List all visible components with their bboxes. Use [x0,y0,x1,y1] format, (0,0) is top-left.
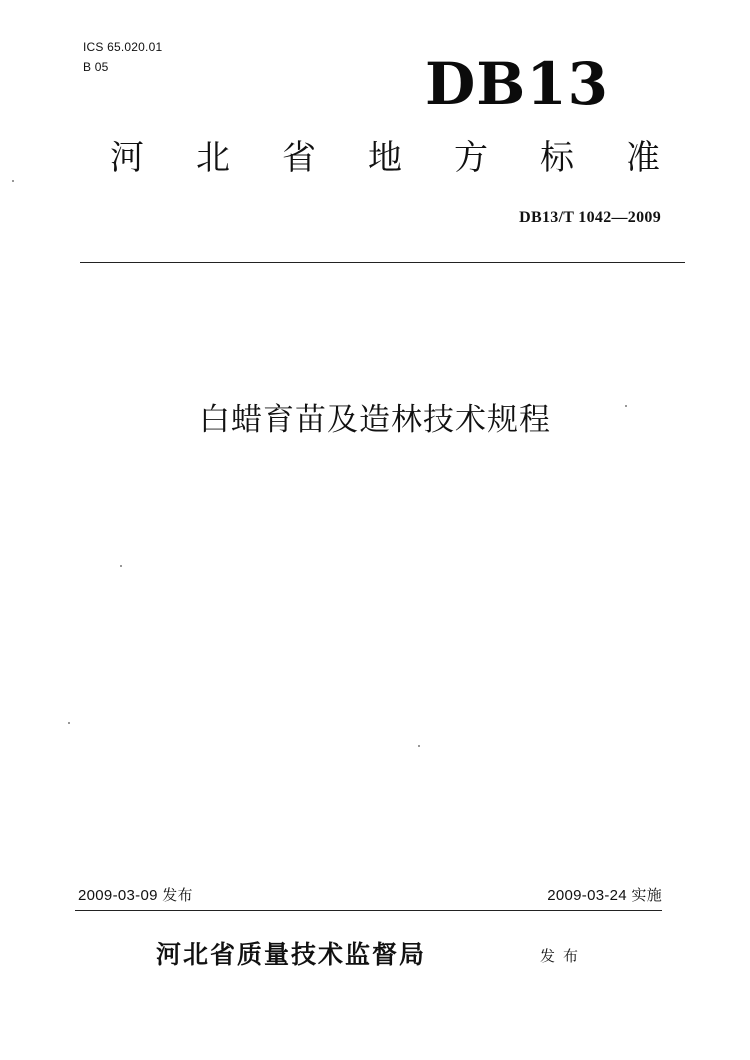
publisher-name: 河北省质量技术监督局 [156,940,427,969]
standard-type-char: 省 [282,138,316,178]
scan-speck [68,722,70,724]
classification-code: B 05 [83,60,109,74]
publish-label: 发布 [540,947,587,965]
implementation-date: 2009-03-24 实施 [547,887,662,904]
scan-speck [120,565,122,567]
ics-code: ICS 65.020.01 [83,40,163,54]
scan-speck [418,745,420,747]
standard-number: DB13/T 1042—2009 [519,209,661,226]
scan-speck [625,405,627,407]
scan-speck [12,180,14,182]
issue-date: 2009-03-09 发布 [78,887,193,904]
standard-type-char: 地 [368,138,402,178]
standard-type-char: 河 [110,138,144,178]
footer-divider [75,910,662,911]
standard-logo: DB13 [425,50,610,118]
standard-type-char: 方 [454,138,488,178]
standard-type-title [110,138,660,178]
standard-type-char: 北 [196,138,230,178]
header-divider [80,262,685,263]
standard-type-char: 标 [540,138,574,178]
standard-type-char: 准 [626,138,660,178]
document-title: 白蜡育苗及造林技术规程 [199,402,551,438]
